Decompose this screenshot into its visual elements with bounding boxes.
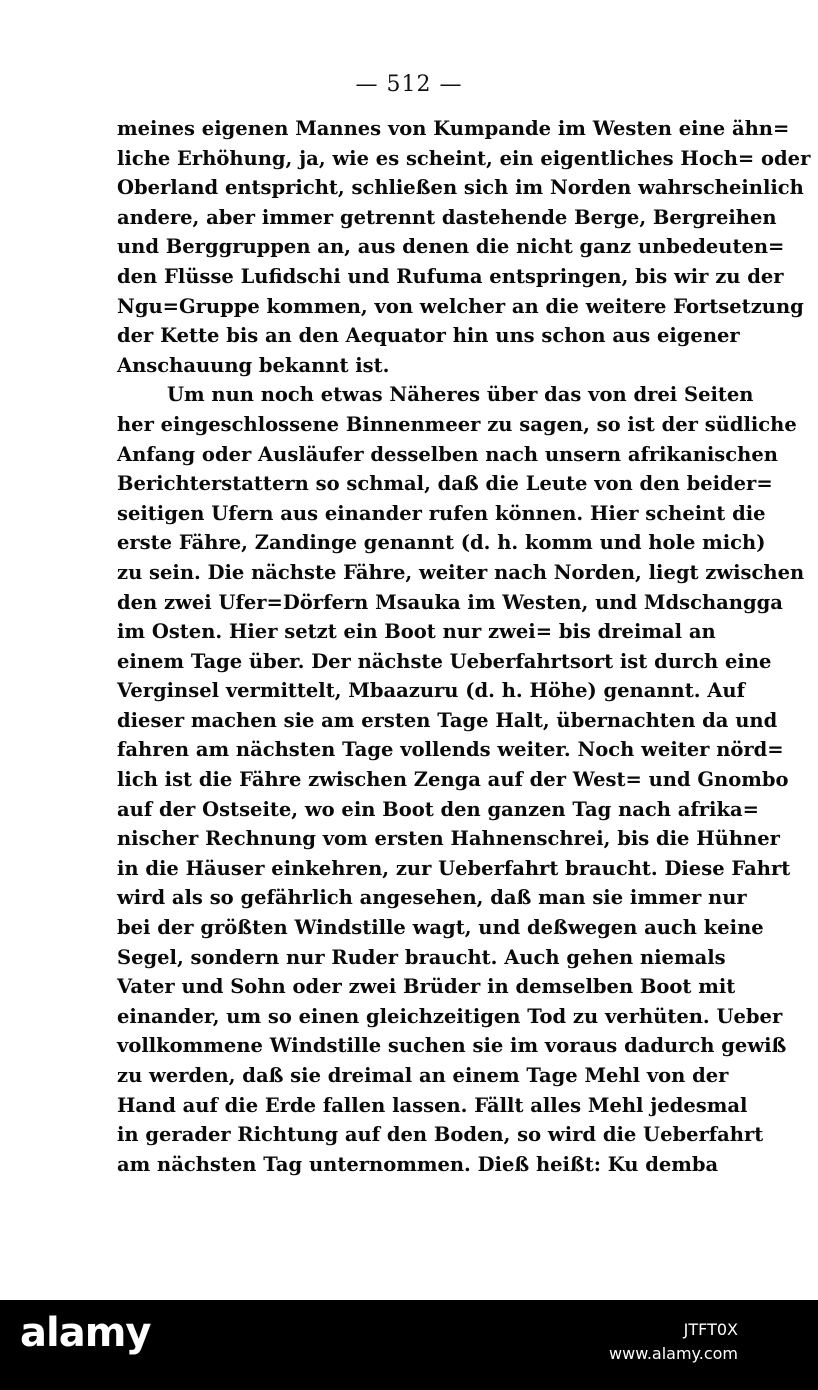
text-line: erste Fähre, Zandinge genannt (d. h. komm und hole mich) <box>117 531 766 555</box>
text-line: Berichterstattern so schmal, daß die Leute von den beider= <box>117 472 773 496</box>
text-line: Anfang oder Ausläufer desselben nach unsern afrikanischen <box>117 442 778 466</box>
text-line: dieser machen sie am ersten Tage Halt, übernachten da und <box>117 708 778 732</box>
text-line: seitigen Ufern aus einander rufen können. Hier scheint die <box>117 501 766 525</box>
text-line: den zwei Ufer=Dörfern Msauka im Westen, und Mdschangga <box>117 590 783 614</box>
text-line: bei der größten Windstille wagt, und deßwegen auch keine <box>117 916 764 940</box>
text-line: im Osten. Hier setzt ein Boot nur zwei= bis dreimal an <box>117 620 716 644</box>
text-line: den Flüsse Lufidschi und Rufuma entspringen, bis wir zu der <box>117 264 784 288</box>
text-line: nischer Rechnung vom ersten Hahnenschrei, bis die Hühner <box>117 827 780 851</box>
alamy-logo: alamy <box>20 1310 151 1356</box>
text-line: Oberland entspricht, schließen sich im Norden wahrscheinlich <box>117 176 804 200</box>
text-line: lich ist die Fähre zwischen Zenga auf der West= und Gnombo <box>117 768 789 792</box>
text-line: liche Erhöhung, ja, wie es scheint, ein eigentliches Hoch= oder <box>117 146 811 170</box>
text-line: in die Häuser einkehren, zur Ueberfahrt braucht. Diese Fahrt <box>117 856 791 880</box>
text-line: Segel, sondern nur Ruder braucht. Auch gehen niemals <box>117 945 726 969</box>
text-line: zu sein. Die nächste Fähre, weiter nach Norden, liegt zwischen <box>117 560 805 584</box>
text-line: zu werden, daß sie dreimal an einem Tage Mehl von der <box>117 1064 729 1087</box>
text-line: einander, um so einen gleichzeitigen Tod zu verhüten. Ueber <box>117 1004 783 1028</box>
text-line: Um nun noch etwas Näheres über das von drei Seiten <box>167 383 754 407</box>
text-line: fahren am nächsten Tage vollends weiter. Noch weiter nörd= <box>117 738 784 762</box>
text-line: Vater und Sohn oder zwei Brüder in demselben Boot mit <box>117 975 736 999</box>
text-line: in gerader Richtung auf den Boden, so wird die Ueberfahrt <box>117 1123 764 1147</box>
text-line: andere, aber immer getrennt dastehende Berge, Bergreihen <box>117 205 777 229</box>
image-id: JTFT0X <box>683 1320 738 1339</box>
text-line: wird als so gefährlich angesehen, daß man sie immer nur <box>117 886 747 910</box>
body-text <box>117 114 811 1179</box>
text-line: Anschauung bekannt ist. <box>117 353 390 377</box>
text-line: her eingeschlossene Binnenmeer zu sagen, so ist der südliche <box>117 412 797 436</box>
text-line: vollkommene Windstille suchen sie im voraus dadurch gewiß <box>117 1034 787 1058</box>
text-line: Hand auf die Erde fallen lassen. Fällt alles Mehl jedesmal <box>117 1093 748 1117</box>
text-line: meines eigenen Mannes von Kumpande im Westen eine ähn= <box>117 117 790 140</box>
stock-watermark-bar <box>0 1300 818 1390</box>
text-line: der Kette bis an den Aequator hin uns schon aus eigener <box>117 324 740 348</box>
text-line: Verginsel vermittelt, Mbaazuru (d. h. Höhe) genannt. Auf <box>117 679 745 703</box>
text-line: auf der Ostseite, wo ein Boot den ganzen Tag nach afrika= <box>117 797 759 821</box>
site-url: www.alamy.com <box>609 1344 738 1363</box>
page-number: — 512 — <box>355 72 463 97</box>
text-line: und Berggruppen an, aus denen die nicht ganz unbedeuten= <box>117 235 785 259</box>
text-line: am nächsten Tag unternommen. Dieß heißt: Ku demba <box>117 1152 719 1176</box>
text-line: einem Tage über. Der nächste Ueberfahrtsort ist durch eine <box>117 649 772 673</box>
text-line: Ngu=Gruppe kommen, von welcher an die weitere Fortsetzung <box>117 294 804 318</box>
